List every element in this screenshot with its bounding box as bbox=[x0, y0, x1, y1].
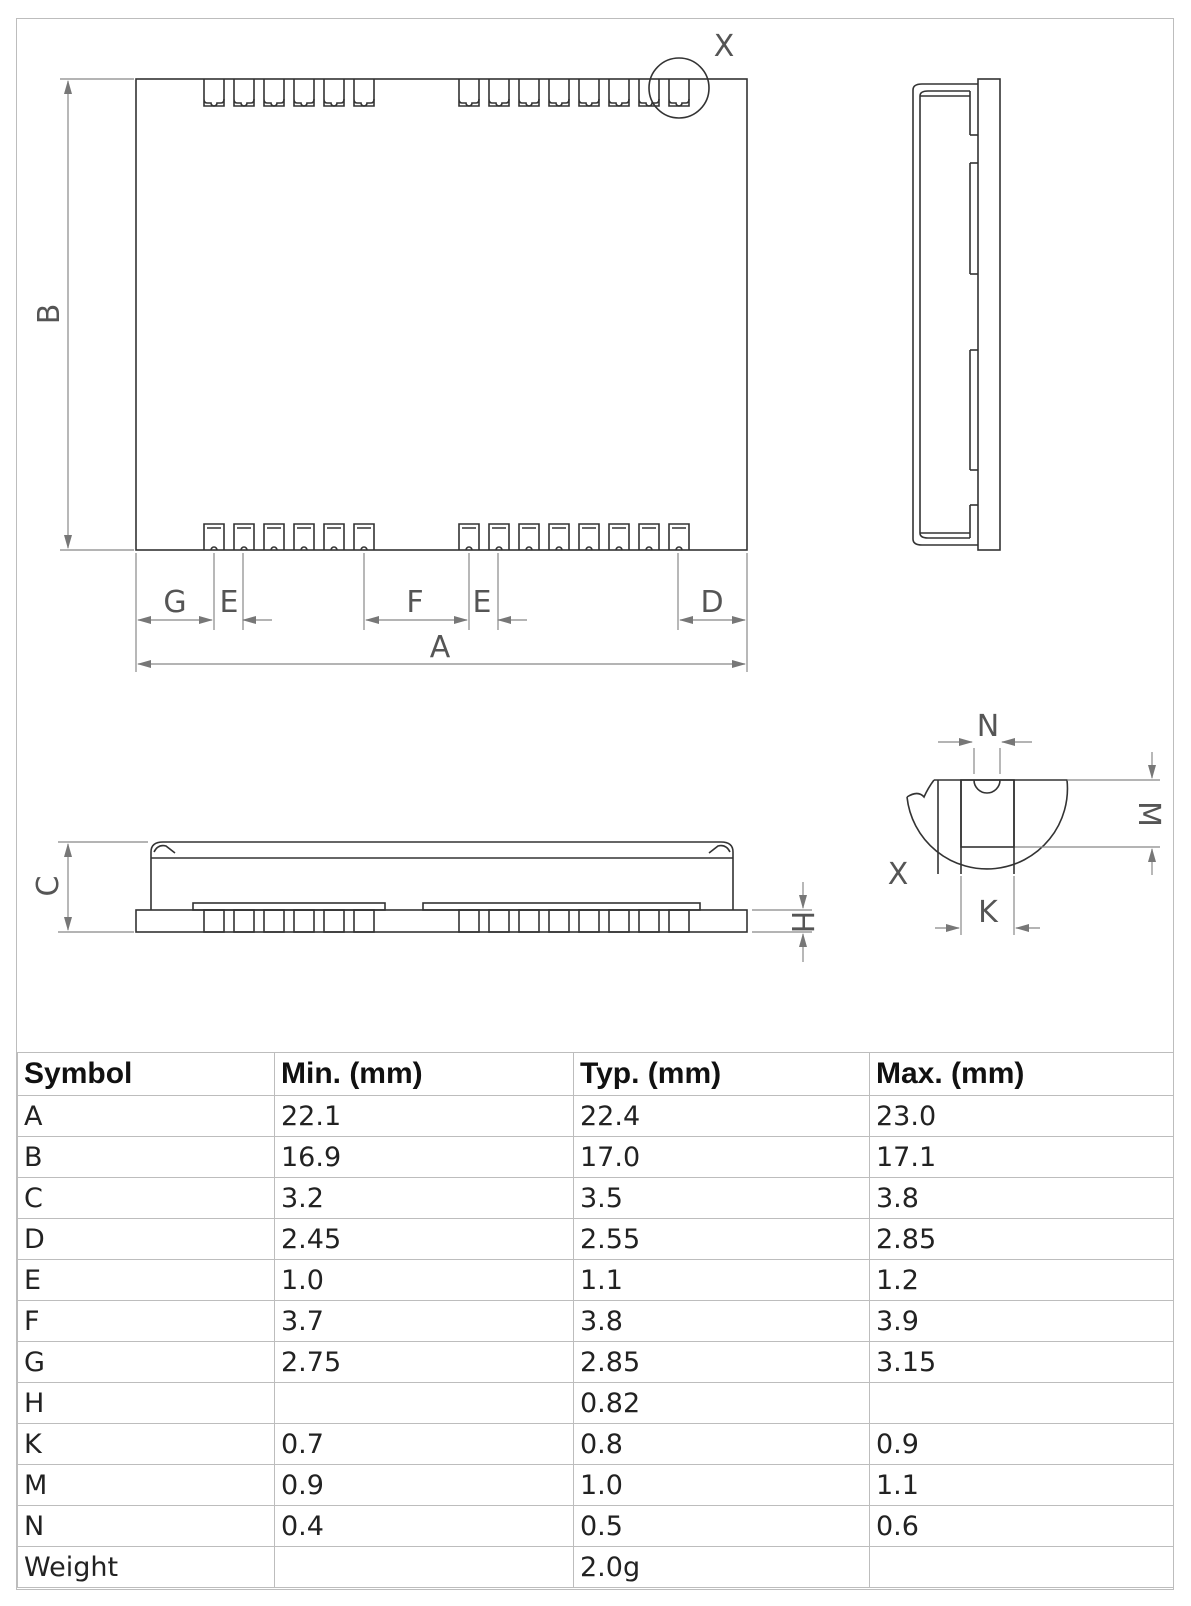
table-row bbox=[18, 1506, 1174, 1547]
cell-min: 1.0 bbox=[275, 1260, 574, 1301]
cell-typ: 0.5 bbox=[574, 1506, 870, 1547]
cell-typ: 22.4 bbox=[574, 1096, 870, 1137]
header-min: Min. (mm) bbox=[275, 1053, 574, 1096]
cell-symbol: N bbox=[18, 1506, 275, 1547]
front-pad bbox=[264, 910, 284, 932]
front-pad bbox=[609, 910, 629, 932]
cell-typ: 0.8 bbox=[574, 1424, 870, 1465]
bottom-pad-notch bbox=[267, 528, 281, 550]
top-pad bbox=[669, 79, 689, 106]
header-max: Max. (mm) bbox=[870, 1053, 1174, 1096]
top-view-dimensions bbox=[60, 79, 747, 672]
top-view bbox=[136, 58, 747, 550]
label-d: D bbox=[700, 585, 724, 620]
bottom-pad-row bbox=[204, 524, 689, 550]
top-pad bbox=[234, 79, 254, 106]
top-pad bbox=[324, 79, 344, 106]
top-pad bbox=[294, 79, 314, 106]
cell-min: 0.7 bbox=[275, 1424, 574, 1465]
cell-symbol: E bbox=[18, 1260, 275, 1301]
table-row bbox=[18, 1383, 1174, 1424]
table-row bbox=[18, 1219, 1174, 1260]
top-pad bbox=[579, 79, 599, 106]
bottom-pad-notch bbox=[522, 528, 536, 550]
front-pad bbox=[549, 910, 569, 932]
cell-min: 3.7 bbox=[275, 1301, 574, 1342]
front-view-dimensions bbox=[58, 842, 812, 962]
label-b: B bbox=[32, 303, 67, 325]
bottom-pad-notch bbox=[612, 528, 626, 550]
top-pad bbox=[459, 79, 479, 106]
cell-max: 3.8 bbox=[870, 1178, 1174, 1219]
table-row bbox=[18, 1465, 1174, 1506]
label-m: M bbox=[1131, 801, 1166, 827]
cell-symbol: B bbox=[18, 1137, 275, 1178]
table-header-row bbox=[18, 1053, 1174, 1096]
top-pad-notch bbox=[207, 99, 224, 106]
table-row bbox=[18, 1096, 1174, 1137]
top-pad bbox=[354, 79, 374, 106]
cell-min: 16.9 bbox=[275, 1137, 574, 1178]
cell-typ: 2.55 bbox=[574, 1219, 870, 1260]
detail-x-circle bbox=[649, 58, 709, 118]
top-pad-notch bbox=[642, 99, 659, 106]
bottom-pad-notch bbox=[462, 528, 476, 550]
top-pad bbox=[489, 79, 509, 106]
pcb-base bbox=[136, 910, 747, 932]
bottom-pad-notch bbox=[552, 528, 566, 550]
cell-typ: 3.5 bbox=[574, 1178, 870, 1219]
cell-min: 2.45 bbox=[275, 1219, 574, 1260]
cell-typ: 1.1 bbox=[574, 1260, 870, 1301]
label-k: K bbox=[978, 895, 998, 930]
label-a: A bbox=[429, 630, 451, 665]
header-symbol: Symbol bbox=[18, 1053, 275, 1096]
shield-can bbox=[151, 842, 733, 910]
top-pad bbox=[264, 79, 284, 106]
label-c: C bbox=[31, 875, 66, 897]
table-row bbox=[18, 1342, 1174, 1383]
front-pad bbox=[324, 910, 344, 932]
cell-max bbox=[870, 1383, 1174, 1424]
front-pad bbox=[459, 910, 479, 932]
dimensions-table bbox=[17, 1052, 1174, 1588]
top-pad bbox=[609, 79, 629, 106]
front-view bbox=[136, 842, 747, 932]
cell-max: 2.85 bbox=[870, 1219, 1174, 1260]
label-e-left: E bbox=[219, 585, 239, 620]
top-pad bbox=[519, 79, 539, 106]
top-pad bbox=[204, 79, 224, 106]
top-pad-notch bbox=[612, 99, 629, 106]
top-pad-notch bbox=[492, 99, 509, 106]
front-pad bbox=[579, 910, 599, 932]
top-pad-notch bbox=[462, 99, 479, 106]
top-pad-notch bbox=[552, 99, 569, 106]
front-pad bbox=[519, 910, 539, 932]
top-pad-notch bbox=[522, 99, 539, 106]
cell-min: 22.1 bbox=[275, 1096, 574, 1137]
top-pad-notch bbox=[327, 99, 344, 106]
cell-symbol: M bbox=[18, 1465, 275, 1506]
cell-max: 23.0 bbox=[870, 1096, 1174, 1137]
cell-typ: 1.0 bbox=[574, 1465, 870, 1506]
cell-symbol: H bbox=[18, 1383, 275, 1424]
table-row bbox=[18, 1301, 1174, 1342]
table-row bbox=[18, 1260, 1174, 1301]
bottom-pad-notch bbox=[582, 528, 596, 550]
front-pad bbox=[204, 910, 224, 932]
front-pad bbox=[639, 910, 659, 932]
cell-max: 17.1 bbox=[870, 1137, 1174, 1178]
front-pad bbox=[234, 910, 254, 932]
header-typ: Typ. (mm) bbox=[574, 1053, 870, 1096]
cell-symbol: C bbox=[18, 1178, 275, 1219]
label-x-detail: X bbox=[887, 857, 909, 892]
front-pad bbox=[354, 910, 374, 932]
module-outline bbox=[136, 79, 747, 550]
cell-min: 3.2 bbox=[275, 1178, 574, 1219]
top-pad-notch bbox=[267, 99, 284, 106]
front-pad-row bbox=[204, 910, 689, 932]
bottom-pad-notch bbox=[237, 528, 251, 550]
cell-max: 0.6 bbox=[870, 1506, 1174, 1547]
cell-typ: 3.8 bbox=[574, 1301, 870, 1342]
cell-symbol: A bbox=[18, 1096, 275, 1137]
label-x-top: X bbox=[713, 29, 735, 64]
label-g: G bbox=[163, 585, 187, 620]
table-row bbox=[18, 1137, 1174, 1178]
front-pad bbox=[669, 910, 689, 932]
top-pad-row bbox=[204, 79, 689, 106]
top-pad bbox=[549, 79, 569, 106]
cell-max: 3.9 bbox=[870, 1301, 1174, 1342]
bottom-pad-notch bbox=[357, 528, 371, 550]
detail-x-view bbox=[907, 780, 1067, 874]
cell-min bbox=[275, 1383, 574, 1424]
cell-min: 0.4 bbox=[275, 1506, 574, 1547]
label-n: N bbox=[976, 709, 1000, 744]
label-h: H bbox=[784, 910, 819, 934]
bottom-pad-notch bbox=[492, 528, 506, 550]
table-row bbox=[18, 1178, 1174, 1219]
label-f: F bbox=[406, 585, 424, 620]
cell-max: 0.9 bbox=[870, 1424, 1174, 1465]
top-pad-notch bbox=[582, 99, 599, 106]
cell-typ: 2.0g bbox=[574, 1547, 870, 1588]
table-row bbox=[18, 1547, 1174, 1588]
cell-max: 1.1 bbox=[870, 1465, 1174, 1506]
bottom-pad-notch bbox=[207, 528, 221, 550]
cell-min: 0.9 bbox=[275, 1465, 574, 1506]
cell-typ: 0.82 bbox=[574, 1383, 870, 1424]
cell-typ: 2.85 bbox=[574, 1342, 870, 1383]
side-view bbox=[913, 79, 1000, 550]
cell-min: 2.75 bbox=[275, 1342, 574, 1383]
cell-max: 3.15 bbox=[870, 1342, 1174, 1383]
bottom-pad-notch bbox=[642, 528, 656, 550]
bottom-pad-notch bbox=[672, 528, 686, 550]
table-row bbox=[18, 1424, 1174, 1465]
front-pad bbox=[294, 910, 314, 932]
cell-max: 1.2 bbox=[870, 1260, 1174, 1301]
cell-symbol: G bbox=[18, 1342, 275, 1383]
top-pad-notch bbox=[297, 99, 314, 106]
top-pad-notch bbox=[357, 99, 374, 106]
cell-symbol: F bbox=[18, 1301, 275, 1342]
top-pad-notch bbox=[237, 99, 254, 106]
cell-symbol: D bbox=[18, 1219, 275, 1260]
top-pad-notch bbox=[672, 99, 689, 106]
detail-dimensions bbox=[935, 742, 1160, 935]
cell-min bbox=[275, 1547, 574, 1588]
cell-symbol: K bbox=[18, 1424, 275, 1465]
bottom-pad-notch bbox=[297, 528, 311, 550]
cell-symbol: Weight bbox=[18, 1547, 275, 1588]
cell-max bbox=[870, 1547, 1174, 1588]
front-pad bbox=[489, 910, 509, 932]
label-e-right: E bbox=[472, 585, 492, 620]
cell-typ: 17.0 bbox=[574, 1137, 870, 1178]
bottom-pad-notch bbox=[327, 528, 341, 550]
